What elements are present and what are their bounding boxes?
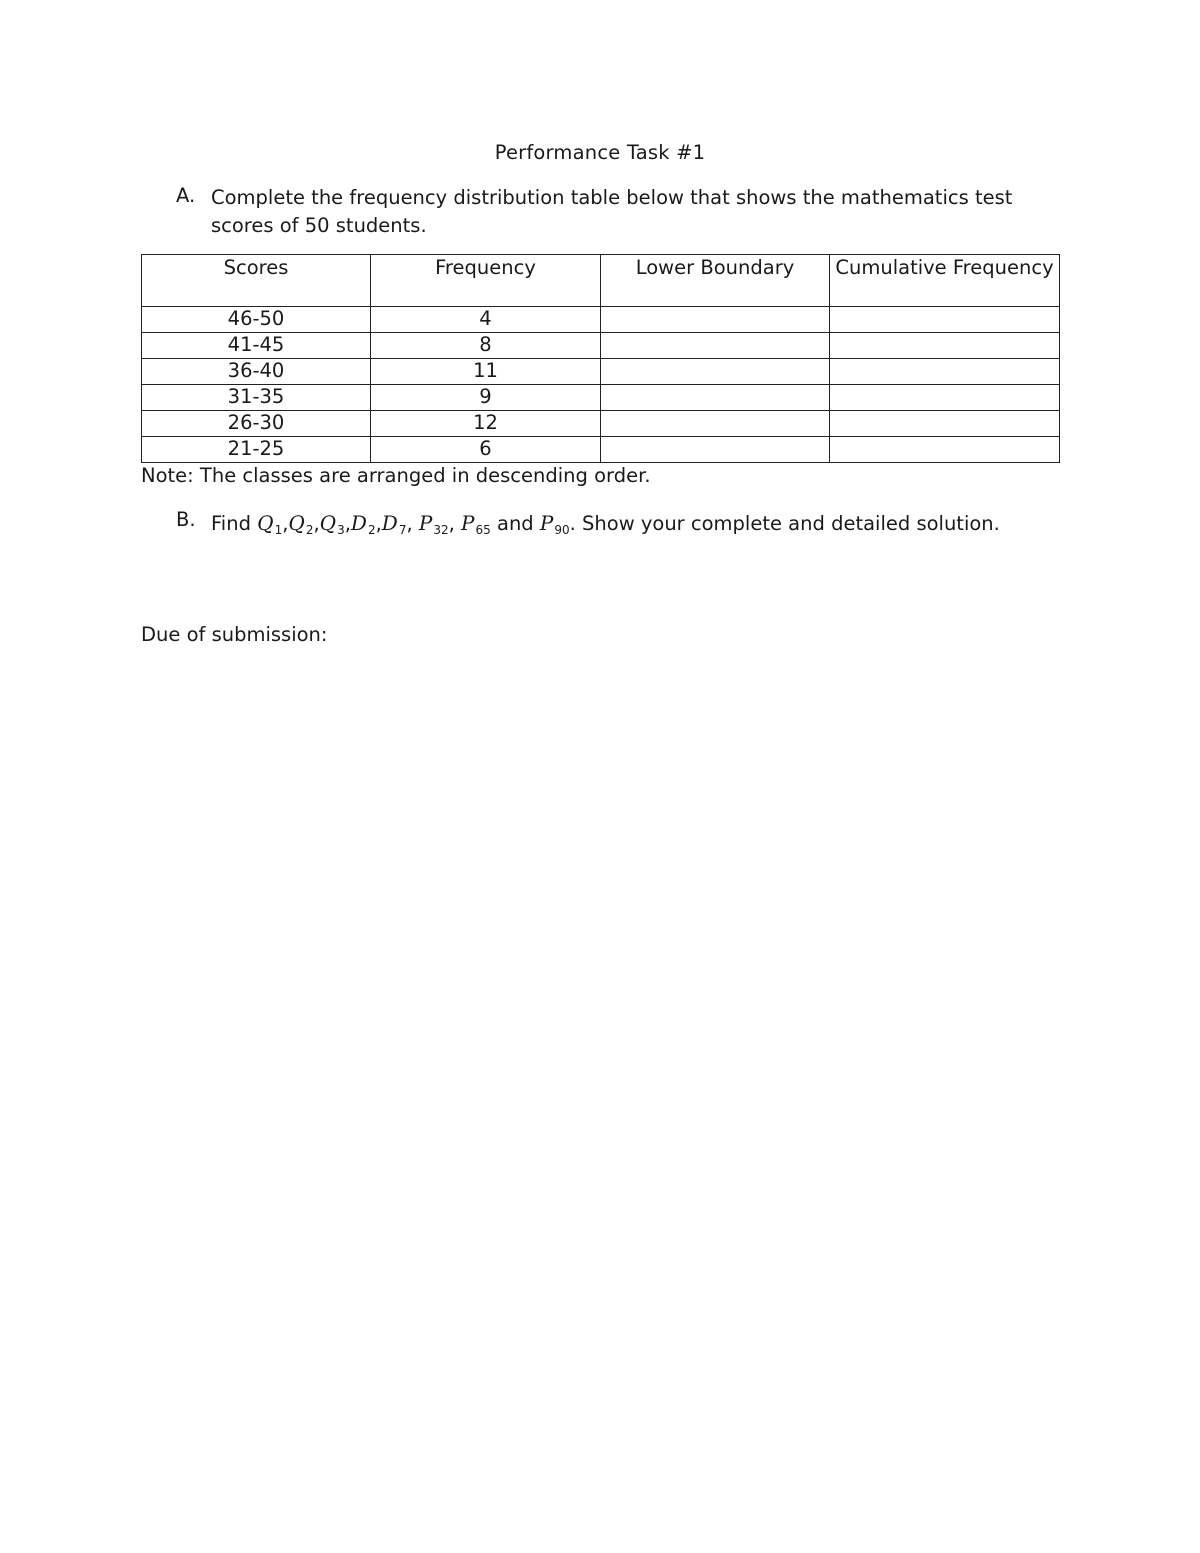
section-b-instruction: Find $Q_1,Q_2,Q_3,D_2,D_7$, $P_{32}$, $P_{65}$ and $P_{90}$. Show your complete and detailed solution. [211,511,1000,537]
cell-lower-boundary[interactable] [601,437,830,463]
cell-frequency: 6 [371,437,601,463]
cell-lower-boundary[interactable] [601,333,830,359]
table-row [142,333,1060,359]
measure-p90: $P_{90}$ [539,511,570,537]
section-a-instruction: Complete the frequency distribution table below that shows the mathematics test scores of 50 students. [211,186,1013,237]
cell-lower-boundary[interactable] [601,411,830,437]
table-row [142,437,1060,463]
table-row [142,307,1060,333]
measure-q3: $Q_3$ [319,511,345,537]
section-b-letter: B. [176,508,196,531]
cell-scores: 31-35 [142,385,371,411]
table-row [142,385,1060,411]
measure-q1: $Q_1$ [257,511,283,537]
cell-scores: 26-30 [142,411,371,437]
cell-cumulative-frequency[interactable] [830,411,1060,437]
measure-d2: $D_2$ [350,511,376,537]
header-cumulative-frequency: Cumulative Frequency [830,255,1060,307]
cell-cumulative-frequency[interactable] [830,359,1060,385]
cell-frequency: 9 [371,385,601,411]
cell-lower-boundary[interactable] [601,385,830,411]
cell-scores: 46-50 [142,307,371,333]
table-note: Note: The classes are arranged in descending order. [141,464,651,487]
and-word: and [497,512,534,535]
cell-cumulative-frequency[interactable] [830,307,1060,333]
cell-cumulative-frequency[interactable] [830,333,1060,359]
find-word: Find [211,512,251,535]
header-scores: Scores [142,255,371,307]
measure-d7: $D_7$ [381,511,407,537]
due-of-submission-label: Due of submission: [141,623,328,646]
page-title: Performance Task #1 [494,141,706,164]
header-lower-boundary: Lower Boundary [601,255,830,307]
table-header-row [142,255,1060,307]
cell-scores: 36-40 [142,359,371,385]
cell-cumulative-frequency[interactable] [830,437,1060,463]
cell-frequency: 8 [371,333,601,359]
cell-frequency: 4 [371,307,601,333]
cell-cumulative-frequency[interactable] [830,385,1060,411]
section-b-rest: . Show your complete and detailed solution. [569,512,1000,535]
table-row [142,359,1060,385]
cell-lower-boundary[interactable] [601,307,830,333]
measure-q2: $Q_2$ [288,511,314,537]
cell-lower-boundary[interactable] [601,359,830,385]
section-a-letter: A. [176,184,196,207]
cell-scores: 41-45 [142,333,371,359]
measure-p32: $P_{32}$ [418,511,449,537]
cell-frequency: 11 [371,359,601,385]
cell-scores: 21-25 [142,437,371,463]
cell-frequency: 12 [371,411,601,437]
header-frequency: Frequency [371,255,601,307]
frequency-distribution-table [141,254,1060,463]
table-row [142,411,1060,437]
measure-p65: $P_{65}$ [461,511,491,537]
